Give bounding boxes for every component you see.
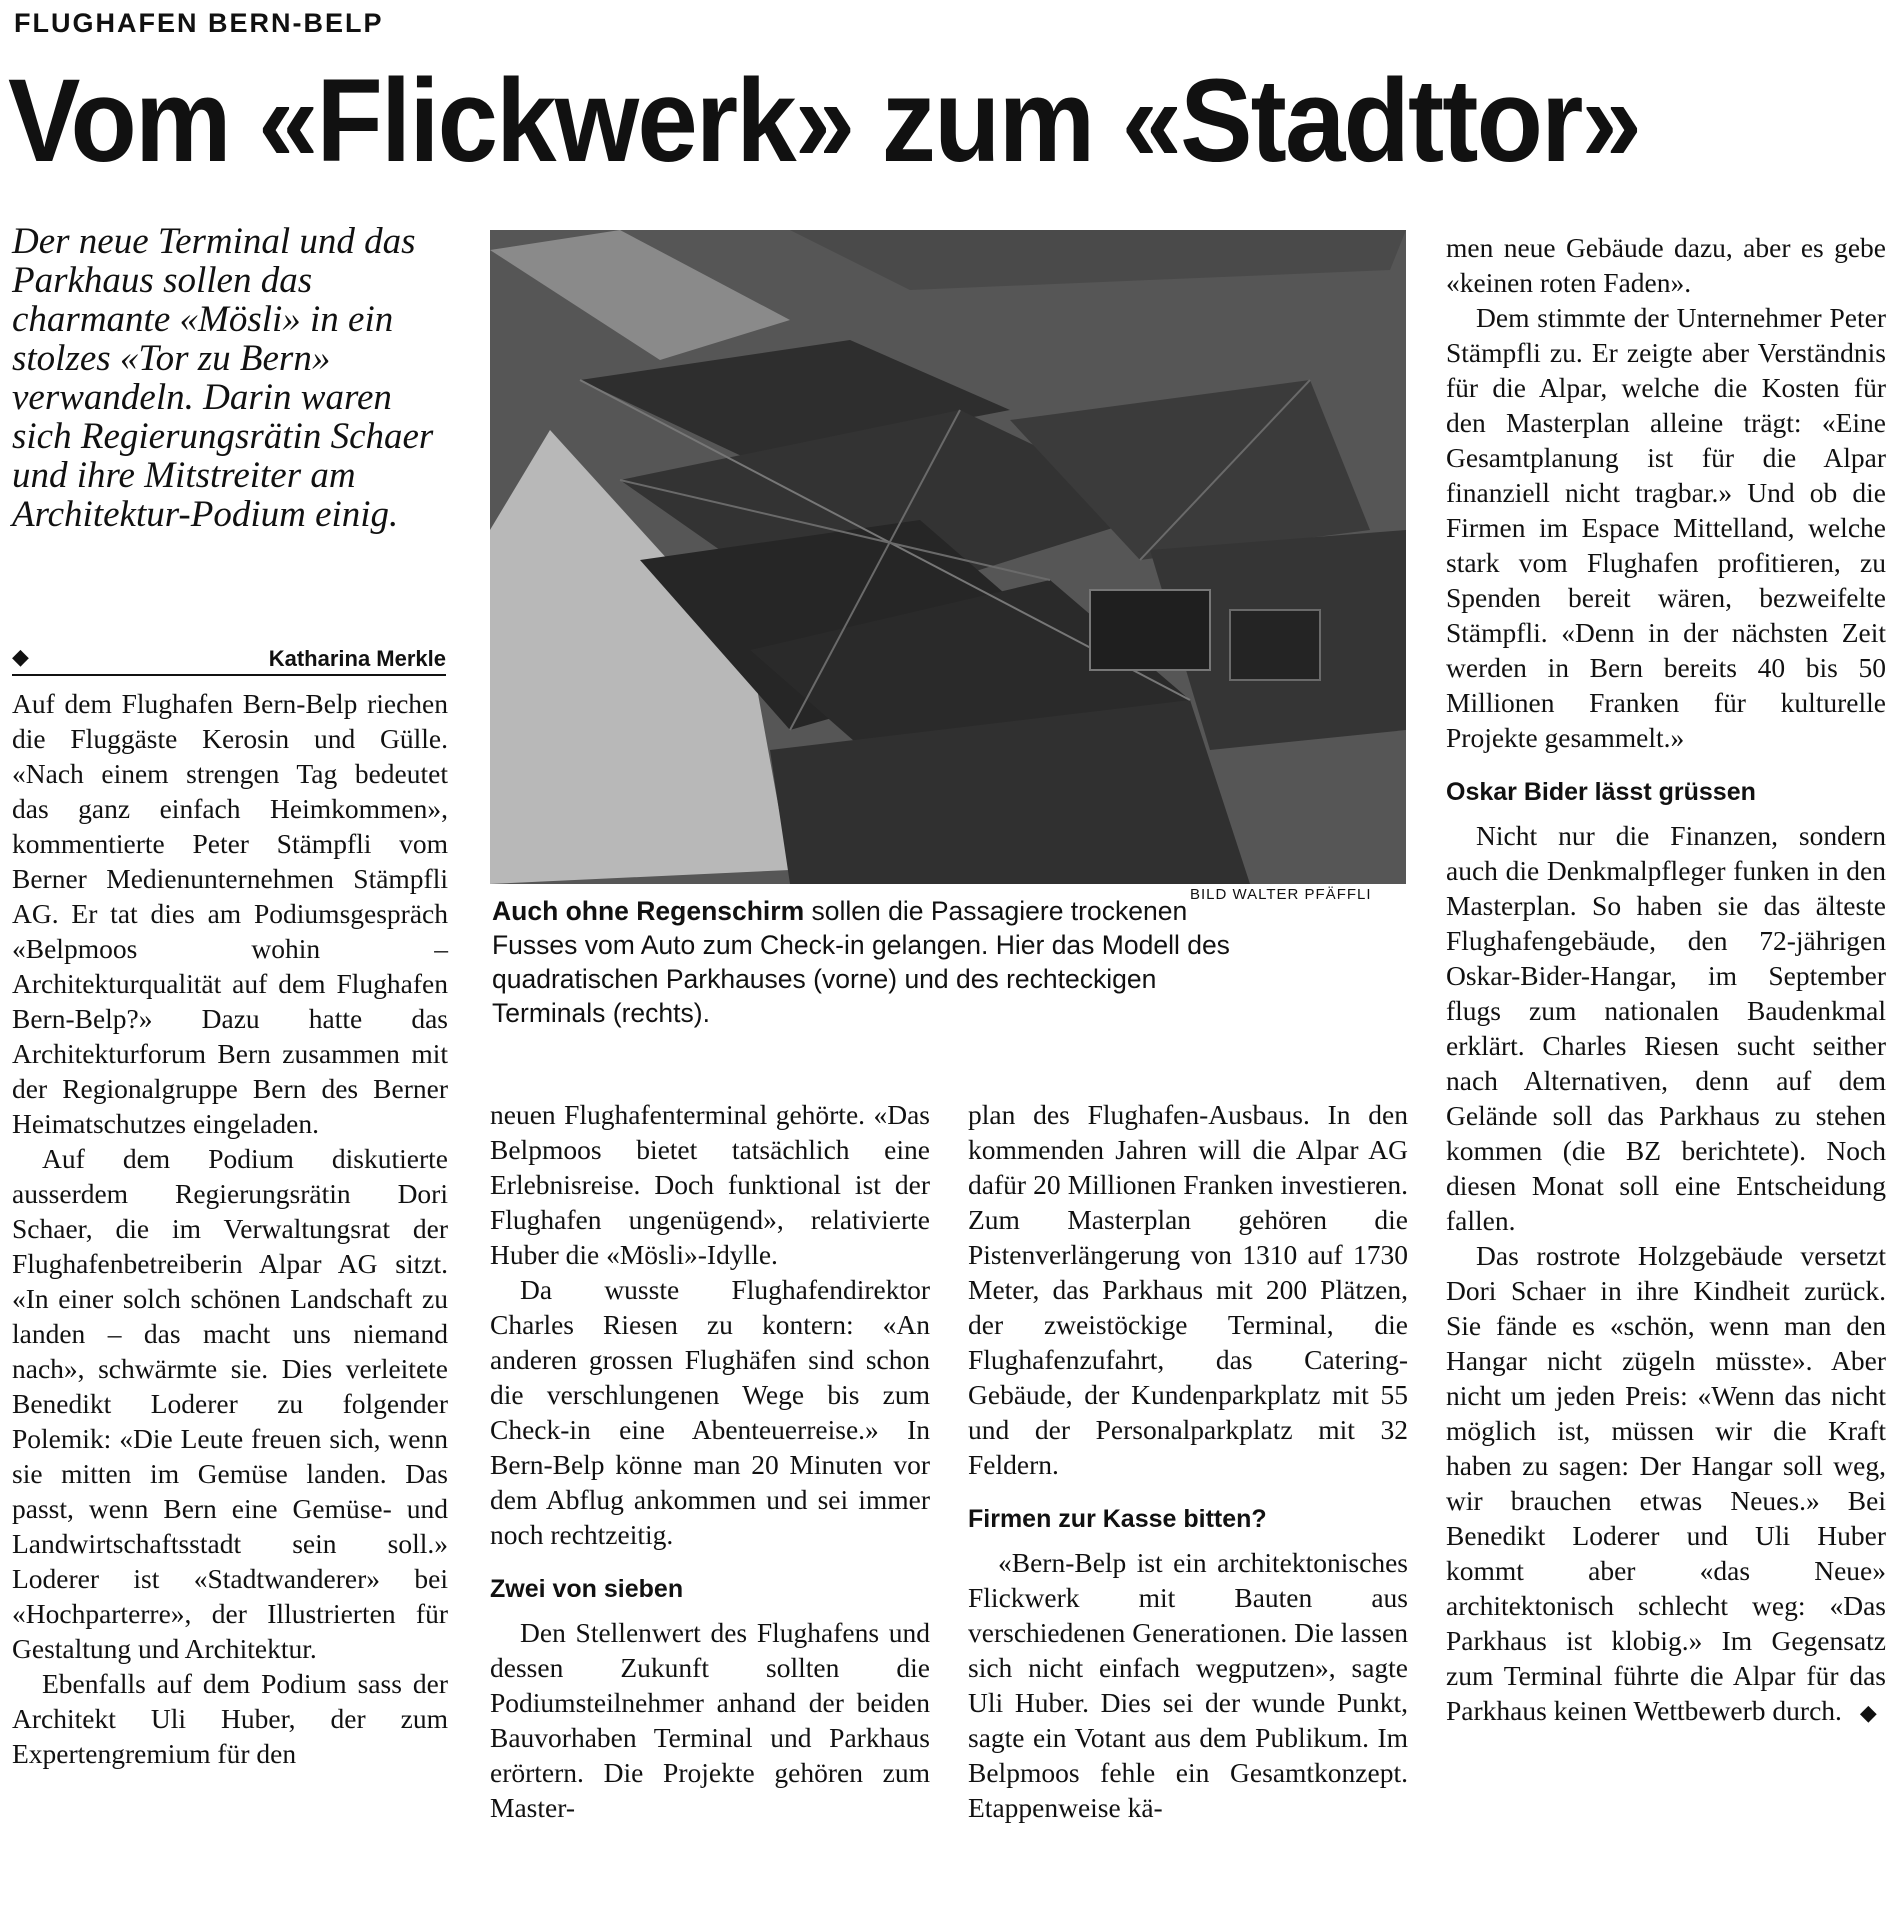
photo-model-parkhaus-terminal [490,230,1406,884]
column-1 [12,686,448,1771]
author-line [12,644,446,676]
end-mark-icon: ◆ [1859,1700,1877,1725]
paragraph: Ebenfalls auf dem Podium sass der Architekt Uli Huber, der zum Expertengremium für den [12,1668,448,1769]
paragraph [1446,1238,1886,1730]
paragraph: «Bern-Belp ist ein architektonisches Flickwerk mit Bauten aus verschiedenen Generationen. Die lassen sich nicht einfach wegputzen», sagte Uli Huber. Dies sei der wunde Punkt, sagte ein Votant aus dem Publikum. Im Belpmoos fehle ein Gesamtkonzept. Etappenweise kä- [968,1547,1408,1823]
paragraph-text: Das rostrote Holzgebäude versetzt Dori Schaer in ihre Kindheit zurück. Sie fände es «schön, wenn man den Hangar nicht zügeln müsste». Aber nicht um jeden Preis: «Wenn das nicht möglich ist, müssen wir die Kraft haben zu sagen: Der Hangar soll weg, wir brauchen etwas Neues.» Bei Benedikt Loderer und Uli Huber kommt aber «das Neue» architektonisch schlecht weg: «Das Parkhaus ist klobig.» Im Gegensatz zum Terminal führte die Alpar für das Parkhaus keinen Wettbewerb durch. [1446,1240,1886,1726]
caption-text: sollen die Passagiere trockenen Fusses vom Auto zum Check-in gelangen. Hier das Modell des quadratischen Parkhauses (vorne) und des rechteckigen Terminals (rechts). [492,896,1230,1028]
paragraph: Den Stellenwert des Flughafens und dessen Zukunft sollten die Podiumsteilnehmer anhand der beiden Bauvorhaben Terminal und Parkhaus erörtern. Die Projekte gehören zum Master- [490,1617,930,1823]
paragraph: Dem stimmte der Unternehmer Peter Stämpfli zu. Er zeigte aber Verständnis für die Alpar, welche die Kosten für den Masterplan alleine trägt: «Eine Gesamtplanung ist für die Alpar finanziell nicht tragbar.» Und ob die Firmen im Espace Mittelland, welche stark vom Flughafen profitieren, zu Spenden bereit wären, bezweifelte Stämpfli. «Denn in der nächsten Zeit werden in Bern bereits 40 bis 50 Millionen Franken für kulturelle Projekte gesammelt.» [1446,302,1886,753]
subheading: Firmen zur Kasse bitten? [968,1505,1267,1533]
photo-credit: BILD WALTER PFÄFFLI [1190,886,1372,903]
kicker: FLUGHAFEN BERN-BELP [14,8,384,38]
photo-caption [492,894,1272,1030]
paragraph: Nicht nur die Finanzen, sondern auch die Denkmalpfleger funken in den Masterplan. So haben sie das älteste Flughafengebäude, den 72-jährigen Oskar-Bider-Hangar, im September flugs zum nationalen Baudenkmal erklärt. Charles Riesen sucht seither nach Alternativen, denn auf dem Gelände soll das Parkhaus zu stehen kommen (die BZ berichtete). Noch diesen Monat soll eine Entscheidung fallen. [1446,820,1886,1236]
subheading: Oskar Bider lässt grüssen [1446,778,1756,806]
diamond-icon: ◆ [12,644,29,669]
paragraph: men neue Gebäude dazu, aber es gebe «keinen roten Faden». [1446,232,1886,298]
paragraph: neuen Flughafenterminal gehörte. «Das Belpmoos bietet tatsächlich eine Erlebnisreise. Doch funktional ist der Flughafen ungenügend», relativierte Huber die «Mösli»-Idylle. [490,1099,930,1270]
column-2 [490,1097,930,1825]
paragraph: Auf dem Flughafen Bern-Belp riechen die Fluggäste Kerosin und Gülle. «Nach einem strengen Tag bedeutet das ganz einfach Heimkommen», kommentierte Peter Stämpfli vom Berner Medienunternehmen Stämpfli AG. Er tat dies am Podiumsgespräch «Belpmoos wohin – Architekturqualität auf dem Flughafen Bern-Belp?» Dazu hatte das Architekturforum Bern zusammen mit der Regionalgruppe Bern des Berner Heimatschutzes eingeladen. [12,688,448,1139]
photo-illustration [490,230,1406,884]
author-name: Katharina Merkle [268,646,446,671]
column-4 [1446,230,1886,1730]
subheading: Zwei von sieben [490,1575,684,1603]
column-3 [968,1097,1408,1825]
paragraph: Da wusste Flughafendirektor Charles Riesen zu kontern: «An anderen grossen Flughäfen sind schon die verschlungenen Wege bis zum Check-in eine Abenteuerreise.» In Bern-Belp könne man 20 Minuten vor dem Abflug ankommen und sei immer noch rechtzeitig. [490,1274,930,1550]
caption-lead: Auch ohne Regenschirm [492,896,805,926]
headline: Vom «Flickwerk» zum «Stadttor» [8,55,1641,187]
lead-paragraph: Der neue Terminal und das Parkhaus sollen das charmante «Mösli» in ein stolzes «Tor zu Bern» verwandeln. Darin waren sich Regierungsrätin Schaer und ihre Mitstreiter am Architektur-Podium einig. [12,221,434,535]
paragraph: Auf dem Podium diskutierte ausserdem Regierungsrätin Dori Schaer, die im Verwaltungsrat der Flughafenbetreiberin Alpar AG sitzt. «In einer solch schönen Landschaft zu landen – das macht uns niemand nach», schwärmte sie. Dies verleitete Benedikt Loderer zu folgender Polemik: «Die Leute freuen sich, wenn sie mitten im Gemüse landen. Das passt, wenn Bern eine Gemüse- und Landwirtschaftsstadt sein soll.» Loderer ist «Stadtwanderer» bei «Hochparterre», der Illustrierten für Gestaltung und Architektur. [12,1143,448,1664]
paragraph: plan des Flughafen-Ausbaus. In den kommenden Jahren will die Alpar AG dafür 20 Millionen Franken investieren. Zum Masterplan gehören die Pistenverlängerung von 1310 auf 1730 Meter, das Parkhaus mit 200 Plätzen, der zweistöckige Terminal, die Flughafenzufahrt, das Catering-Gebäude, der Kundenparkplatz mit 55 und der Personalparkplatz mit 32 Feldern. [968,1099,1408,1480]
